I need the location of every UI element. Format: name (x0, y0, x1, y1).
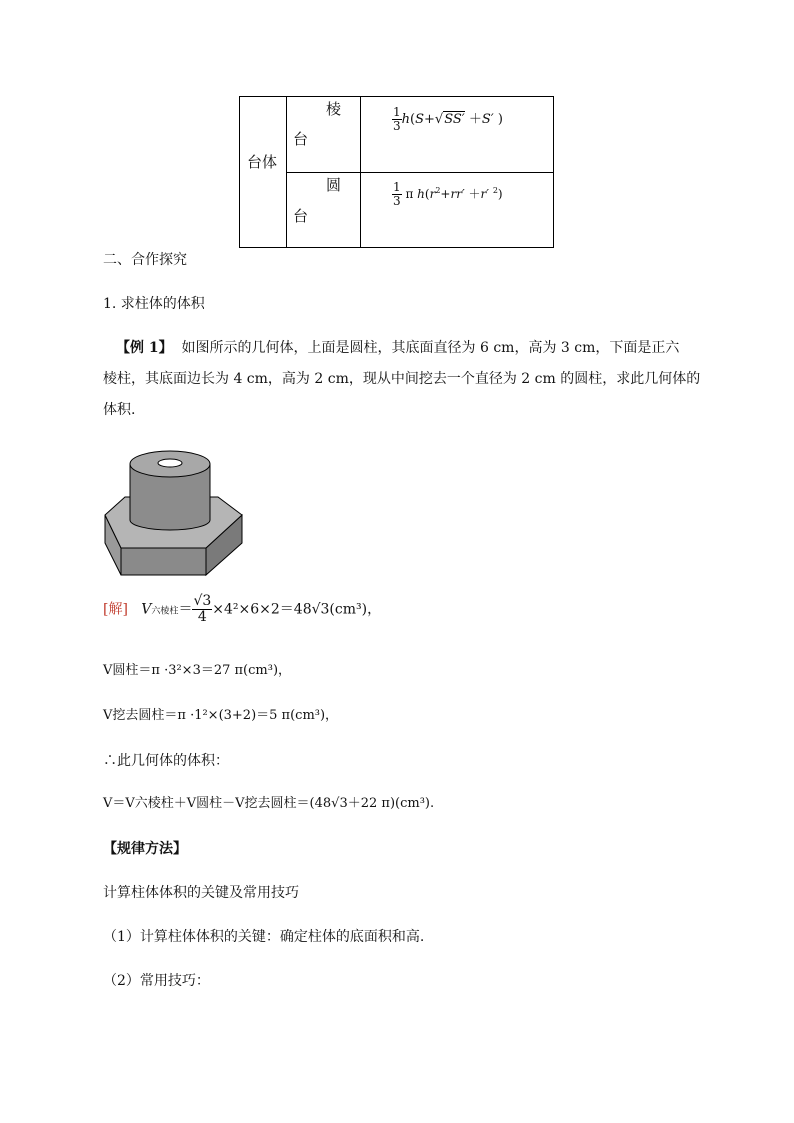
frustum-pyramid-formula: $\frac{1}{3}$ h(S+√SS′ ＋S′ ) (393, 105, 503, 133)
example-1 (103, 333, 723, 426)
solution-line2: V圆柱＝π ·3²×3＝27 π(cm³)， (103, 663, 292, 678)
frustum-pyramid-label-bottom: 台 (293, 130, 309, 148)
method-item-1: （1）计算柱体体积的关键：确定柱体的底面积和高. (103, 929, 425, 945)
hex-prism-cylinder-figure (103, 440, 245, 585)
frustum-cone-label-top: 圆 (326, 176, 342, 194)
solution-line1-rhs: ×4²×6×2＝48√3(cm³)， (212, 601, 382, 618)
example-text-line1: 如图所示的几何体，上面是圆柱，其底面直径为 6 cm，高为 3 cm，下面是正六 (181, 340, 680, 356)
subsection-title: 1. 求柱体的体积 (103, 296, 205, 312)
frustum-cone-formula: $\frac{1}{3}$ π $h(r^2+rr' +r'$ $^2$) (393, 180, 503, 208)
method-item-2: （2）常用技巧： (103, 973, 210, 989)
solution-label: [解] (103, 601, 128, 618)
solution-line3: V挖去圆柱＝π ·1²×(3+2)＝5 π(cm³)， (103, 708, 339, 723)
table-row-label: 台体 (247, 153, 278, 171)
solution-line5: V＝V六棱柱＋V圆柱－V挖去圆柱＝(48√3＋22 π)(cm³). (103, 796, 435, 811)
example-text-line2: 棱柱，其底面边长为 4 cm，高为 2 cm，现从中间挖去一个直径为 2 cm 的圆柱，求此几何体的 (103, 371, 701, 387)
hex-prism-subscript: 六棱柱 (151, 606, 179, 617)
example-text-line3: 体积. (103, 402, 136, 418)
solution-line1: [解] V六棱柱＝ $\frac{√3}{4}$ ×4²×6×2＝48√3(cm³)， (103, 593, 382, 625)
section-title: 二、合作探究 (103, 252, 187, 268)
method-subtitle: 计算柱体体积的关键及常用技巧 (103, 885, 299, 901)
example-label: 【例 1】 (116, 340, 173, 356)
volume-symbol: V (141, 601, 152, 618)
frustum-pyramid-label-top: 棱 (326, 100, 342, 118)
formula-table (239, 96, 554, 248)
frustum-cone-label-bottom: 台 (293, 207, 309, 225)
method-title: 【规律方法】 (103, 841, 187, 857)
solution-line4: ∴此几何体的体积： (103, 753, 229, 769)
